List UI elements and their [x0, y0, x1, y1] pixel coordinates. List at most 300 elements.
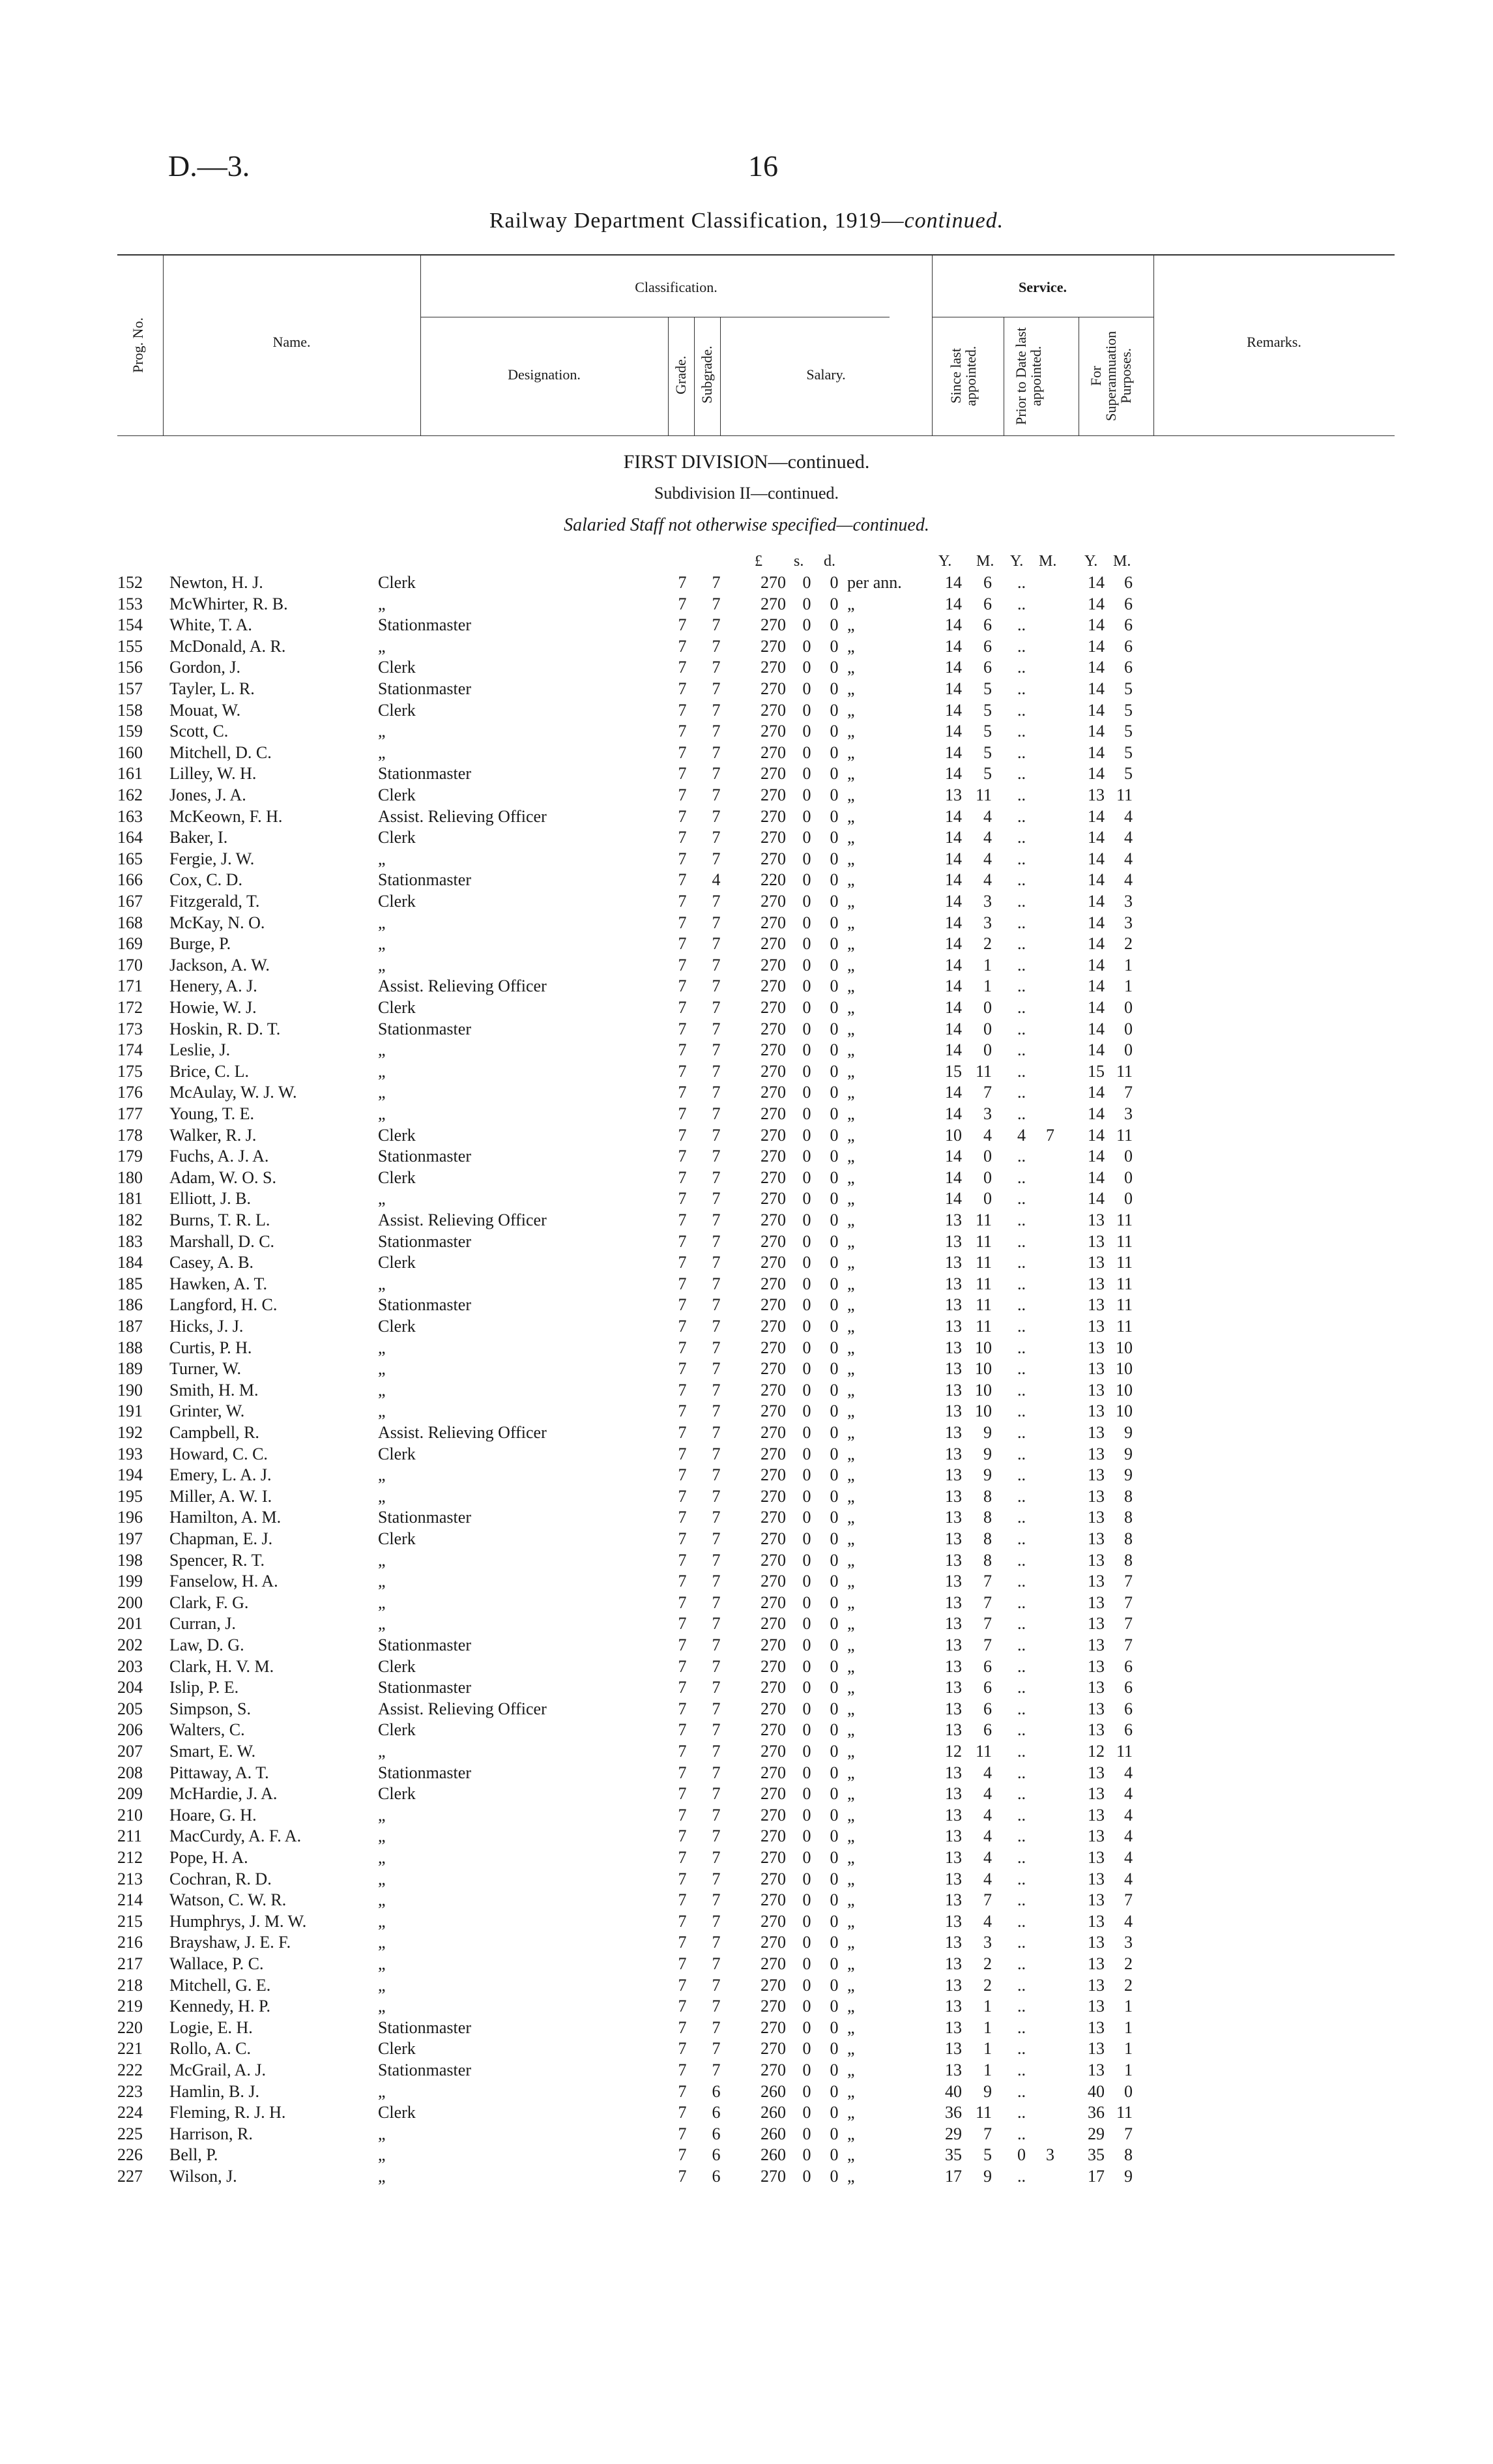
prior-years-cell: ..	[1017, 1720, 1026, 1740]
super-years-cell: 14	[1088, 742, 1105, 762]
salary-shillings-cell: 0	[802, 785, 811, 804]
col-divider	[694, 317, 695, 435]
super-months-cell: 11	[1116, 1742, 1133, 1761]
super-months-cell: 5	[1124, 700, 1133, 720]
table-row	[0, 594, 1493, 615]
table-row	[0, 700, 1493, 722]
designation-cell: Stationmaster	[378, 2061, 471, 2079]
prog-no-cell: 177	[117, 1104, 143, 1123]
subgrade-cell: 7	[712, 1019, 721, 1038]
subgrade-cell: 7	[712, 849, 721, 868]
since-months-cell: 6	[983, 1720, 992, 1740]
salary-pounds-cell: 270	[761, 1784, 786, 1804]
table-row	[0, 1486, 1493, 1508]
salary-pounds-cell: 270	[761, 1975, 786, 1995]
designation-cell: „	[378, 849, 386, 868]
table-row	[0, 1699, 1493, 1720]
super-years-cell: 14	[1088, 1125, 1105, 1145]
prior-years-cell: ..	[1017, 1635, 1026, 1654]
salary-shillings-cell: 0	[802, 1486, 811, 1506]
unit-pound: £	[755, 553, 762, 570]
super-years-cell: 14	[1088, 573, 1105, 592]
name-cell: Hamlin, B. J.	[169, 2081, 259, 2101]
salary-pounds-cell: 270	[761, 615, 786, 635]
prior-years-cell: ..	[1017, 1486, 1026, 1506]
category-heading: Salaried Staff not otherwise specified—continued.	[564, 515, 929, 535]
subgrade-cell: 7	[712, 1423, 721, 1442]
salary-shillings-cell: 0	[802, 1763, 811, 1782]
since-months-cell: 5	[983, 722, 992, 741]
grade-cell: 7	[678, 1572, 687, 1591]
super-months-cell: 6	[1124, 615, 1133, 635]
salary-pence-cell: 0	[830, 1423, 839, 1442]
name-cell: Gordon, J.	[169, 658, 241, 677]
table-row	[0, 827, 1493, 849]
table-row	[0, 1061, 1493, 1083]
prior-years-cell: ..	[1017, 1444, 1026, 1463]
prior-years-cell: ..	[1017, 1359, 1026, 1379]
since-months-cell: 0	[983, 1040, 992, 1060]
super-years-cell: 14	[1088, 722, 1105, 741]
grade-cell: 7	[678, 1975, 687, 1995]
since-years-cell: 13	[945, 1210, 962, 1229]
super-years-cell: 35	[1088, 2145, 1105, 2165]
prog-no-cell: 162	[117, 785, 143, 804]
since-years-cell: 13	[945, 1954, 962, 1973]
since-years-cell: 14	[945, 934, 962, 954]
grade-cell: 7	[678, 1614, 687, 1634]
prog-no-cell: 166	[117, 870, 143, 890]
designation-cell: Clerk	[378, 1656, 416, 1676]
salary-pence-cell: 0	[830, 2145, 839, 2165]
salary-pounds-cell: 270	[761, 1019, 786, 1038]
name-cell: Curtis, P. H.	[169, 1338, 252, 1357]
super-years-cell: 14	[1088, 828, 1105, 847]
super-months-cell: 0	[1124, 1147, 1133, 1166]
salary-pence-cell: 0	[830, 1040, 839, 1060]
salary-pence-cell: 0	[830, 1805, 839, 1825]
grade-cell: 7	[678, 1486, 687, 1506]
prog-no-cell: 152	[117, 573, 143, 592]
since-months-cell: 6	[983, 573, 992, 592]
subgrade-cell: 7	[712, 742, 721, 762]
name-cell: Smith, H. M.	[169, 1380, 259, 1400]
per-annum-cell: „	[847, 764, 855, 784]
designation-cell: Assist. Relieving Officer	[378, 1423, 547, 1442]
per-annum-cell: „	[847, 1061, 855, 1081]
salary-pounds-cell: 270	[761, 1890, 786, 1910]
prog-no-cell: 207	[117, 1742, 143, 1761]
salary-pence-cell: 0	[830, 722, 839, 741]
salary-pence-cell: 0	[830, 1933, 839, 1952]
super-years-cell: 17	[1088, 2167, 1105, 2186]
since-months-cell: 11	[975, 2103, 992, 2122]
table-row	[0, 1444, 1493, 1465]
subgrade-cell: 7	[712, 1975, 721, 1995]
since-months-cell: 6	[983, 1678, 992, 1697]
table-row	[0, 1656, 1493, 1678]
super-years-cell: 14	[1088, 806, 1105, 826]
grade-cell: 7	[678, 1423, 687, 1442]
since-months-cell: 4	[983, 1911, 992, 1931]
salary-pounds-cell: 270	[761, 1317, 786, 1336]
since-months-cell: 11	[975, 1742, 992, 1761]
prior-years-cell: ..	[1017, 1274, 1026, 1293]
table-row	[0, 933, 1493, 955]
prior-years-cell: ..	[1017, 1678, 1026, 1697]
salary-shillings-cell: 0	[802, 1253, 811, 1272]
prior-years-cell: ..	[1017, 1529, 1026, 1548]
super-years-cell: 13	[1088, 1911, 1105, 1931]
prog-no-cell: 196	[117, 1508, 143, 1527]
salary-shillings-cell: 0	[802, 1911, 811, 1931]
designation-cell: Clerk	[378, 1444, 416, 1463]
unit-shillings: s.	[794, 553, 804, 570]
designation-cell: Clerk	[378, 1720, 416, 1740]
super-months-cell: 7	[1124, 2124, 1133, 2143]
salary-shillings-cell: 0	[802, 1508, 811, 1527]
prog-no-cell: 156	[117, 658, 143, 677]
name-cell: Mitchell, G. E.	[169, 1975, 271, 1995]
subgrade-cell: 7	[712, 892, 721, 911]
super-years-cell: 15	[1088, 1061, 1105, 1081]
super-years-cell: 14	[1088, 700, 1105, 720]
salary-shillings-cell: 0	[802, 955, 811, 975]
per-annum-cell: „	[847, 2167, 855, 2186]
per-annum-cell: „	[847, 1359, 855, 1379]
super-months-cell: 2	[1124, 934, 1133, 954]
prog-no-cell: 163	[117, 806, 143, 826]
grade-cell: 7	[678, 1550, 687, 1570]
salary-pounds-cell: 270	[761, 849, 786, 868]
prior-years-cell: ..	[1017, 1083, 1026, 1102]
salary-pence-cell: 0	[830, 1210, 839, 1229]
super-months-cell: 0	[1124, 1019, 1133, 1038]
prior-years-cell: ..	[1017, 742, 1026, 762]
col-header-remarks: Remarks.	[1247, 334, 1301, 350]
per-annum-cell: „	[847, 1826, 855, 1846]
grade-cell: 7	[678, 2145, 687, 2165]
salary-shillings-cell: 0	[802, 1444, 811, 1463]
salary-shillings-cell: 0	[802, 1656, 811, 1676]
table-row	[0, 785, 1493, 806]
since-years-cell: 14	[945, 1040, 962, 1060]
prog-no-cell: 165	[117, 849, 143, 868]
since-years-cell: 13	[945, 1784, 962, 1804]
super-months-cell: 4	[1124, 1784, 1133, 1804]
unit-super-months: M.	[1113, 553, 1131, 570]
prog-no-cell: 153	[117, 594, 143, 613]
name-cell: McHardie, J. A.	[169, 1784, 278, 1804]
salary-shillings-cell: 0	[802, 636, 811, 656]
prior-years-cell: ..	[1017, 636, 1026, 656]
salary-pence-cell: 0	[830, 998, 839, 1017]
super-years-cell: 13	[1088, 1592, 1105, 1612]
salary-pounds-cell: 270	[761, 934, 786, 954]
prior-years-cell: ..	[1017, 1890, 1026, 1910]
subgrade-cell: 7	[712, 658, 721, 677]
salary-shillings-cell: 0	[802, 594, 811, 613]
prior-years-cell: ..	[1017, 1742, 1026, 1761]
per-annum-cell: „	[847, 976, 855, 996]
super-months-cell: 9	[1124, 2167, 1133, 2186]
super-months-cell: 11	[1116, 2103, 1133, 2122]
grade-cell: 7	[678, 1529, 687, 1548]
name-cell: Wilson, J.	[169, 2167, 237, 2186]
designation-cell: „	[378, 1550, 386, 1570]
salary-pounds-cell: 270	[761, 1869, 786, 1888]
since-years-cell: 13	[945, 1231, 962, 1251]
table-row	[0, 1550, 1493, 1572]
table-row	[0, 1188, 1493, 1210]
per-annum-cell: „	[847, 1550, 855, 1570]
since-months-cell: 10	[975, 1338, 992, 1357]
salary-pounds-cell: 270	[761, 636, 786, 656]
table-row	[0, 955, 1493, 976]
designation-cell: Clerk	[378, 2103, 416, 2122]
salary-pence-cell: 0	[830, 1253, 839, 1272]
designation-cell: Assist. Relieving Officer	[378, 806, 547, 826]
since-months-cell: 11	[975, 1274, 992, 1293]
designation-cell: Stationmaster	[378, 1508, 471, 1527]
salary-pounds-cell: 270	[761, 1359, 786, 1379]
since-years-cell: 13	[945, 1572, 962, 1591]
subgrade-cell: 7	[712, 1508, 721, 1527]
super-months-cell: 4	[1124, 828, 1133, 847]
super-years-cell: 13	[1088, 1401, 1105, 1421]
subdivision-heading: Subdivision II—continued.	[654, 484, 839, 503]
name-cell: Baker, I.	[169, 828, 228, 847]
per-annum-cell: „	[847, 679, 855, 698]
salary-pounds-cell: 270	[761, 1423, 786, 1442]
since-years-cell: 14	[945, 1083, 962, 1102]
since-years-cell: 13	[945, 1423, 962, 1442]
super-years-cell: 13	[1088, 1465, 1105, 1485]
salary-shillings-cell: 0	[802, 913, 811, 932]
super-months-cell: 1	[1124, 976, 1133, 996]
prior-years-cell: ..	[1017, 1699, 1026, 1718]
salary-pounds-cell: 270	[761, 2017, 786, 2037]
prog-no-cell: 225	[117, 2124, 143, 2143]
table-row	[0, 1104, 1493, 1125]
per-annum-cell: „	[847, 1869, 855, 1888]
salary-pounds-cell: 270	[761, 1720, 786, 1740]
salary-pounds-cell: 270	[761, 1125, 786, 1145]
per-annum-cell: „	[847, 892, 855, 911]
since-years-cell: 14	[945, 1147, 962, 1166]
since-years-cell: 13	[945, 1592, 962, 1612]
table-row	[0, 1082, 1493, 1104]
salary-pounds-cell: 270	[761, 1210, 786, 1229]
grade-cell: 7	[678, 1189, 687, 1209]
salary-shillings-cell: 0	[802, 2039, 811, 2059]
subgrade-cell: 7	[712, 1465, 721, 1485]
table-row	[0, 806, 1493, 828]
grade-cell: 7	[678, 742, 687, 762]
name-cell: Newton, H. J.	[169, 573, 263, 592]
per-annum-cell: „	[847, 1763, 855, 1782]
salary-shillings-cell: 0	[802, 1104, 811, 1123]
since-years-cell: 14	[945, 1189, 962, 1209]
grade-cell: 7	[678, 1997, 687, 2016]
name-cell: Tayler, L. R.	[169, 679, 255, 698]
salary-pence-cell: 0	[830, 976, 839, 996]
name-cell: White, T. A.	[169, 615, 252, 635]
super-years-cell: 13	[1088, 1848, 1105, 1867]
salary-pence-cell: 0	[830, 1614, 839, 1634]
salary-pounds-cell: 270	[761, 1147, 786, 1166]
subgrade-cell: 6	[712, 2167, 721, 2186]
since-months-cell: 0	[983, 998, 992, 1017]
salary-pence-cell: 0	[830, 1359, 839, 1379]
super-years-cell: 13	[1088, 1784, 1105, 1804]
designation-cell: „	[378, 1465, 386, 1485]
division-heading: FIRST DIVISION—continued.	[623, 451, 870, 473]
super-months-cell: 11	[1116, 1125, 1133, 1145]
super-months-cell: 7	[1124, 1572, 1133, 1591]
since-years-cell: 13	[945, 1444, 962, 1463]
per-annum-cell: „	[847, 1508, 855, 1527]
name-cell: Howie, W. J.	[169, 998, 257, 1017]
salary-pence-cell: 0	[830, 658, 839, 677]
since-years-cell: 14	[945, 636, 962, 656]
name-cell: Watson, C. W. R.	[169, 1890, 287, 1910]
salary-pounds-cell: 270	[761, 1848, 786, 1867]
grade-cell: 7	[678, 2124, 687, 2143]
salary-shillings-cell: 0	[802, 1189, 811, 1209]
prog-no-cell: 209	[117, 1784, 143, 1804]
super-years-cell: 12	[1088, 1742, 1105, 1761]
prior-years-cell: ..	[1017, 1189, 1026, 1209]
salary-pounds-cell: 270	[761, 892, 786, 911]
super-years-cell: 13	[1088, 2017, 1105, 2037]
super-years-cell: 14	[1088, 658, 1105, 677]
salary-shillings-cell: 0	[802, 849, 811, 868]
per-annum-cell: „	[847, 1635, 855, 1654]
salary-pounds-cell: 270	[761, 1274, 786, 1293]
name-cell: Hicks, J. J.	[169, 1317, 244, 1336]
prog-no-cell: 201	[117, 1614, 143, 1634]
since-years-cell: 13	[945, 1486, 962, 1506]
table-row	[0, 1529, 1493, 1550]
per-annum-cell: „	[847, 1401, 855, 1421]
per-annum-cell: „	[847, 1231, 855, 1251]
since-years-cell: 14	[945, 913, 962, 932]
salary-pence-cell: 0	[830, 1742, 839, 1761]
subgrade-cell: 6	[712, 2103, 721, 2122]
super-months-cell: 8	[1124, 2145, 1133, 2165]
salary-pounds-cell: 270	[761, 1742, 786, 1761]
table-row	[0, 1040, 1493, 1061]
salary-pounds-cell: 270	[761, 1572, 786, 1591]
salary-pence-cell: 0	[830, 1104, 839, 1123]
designation-cell: „	[378, 1742, 386, 1761]
name-cell: Henery, A. J.	[169, 976, 257, 996]
subgrade-cell: 7	[712, 1890, 721, 1910]
subgrade-cell: 7	[712, 1826, 721, 1846]
salary-shillings-cell: 0	[802, 2017, 811, 2037]
since-years-cell: 14	[945, 955, 962, 975]
salary-shillings-cell: 0	[802, 2124, 811, 2143]
designation-cell: „	[378, 1486, 386, 1506]
since-months-cell: 1	[983, 2039, 992, 2059]
salary-pounds-cell: 270	[761, 700, 786, 720]
grade-cell: 7	[678, 1359, 687, 1379]
subgrade-cell: 7	[712, 785, 721, 804]
super-months-cell: 6	[1124, 1678, 1133, 1697]
prog-no-cell: 175	[117, 1061, 143, 1081]
subgrade-cell: 7	[712, 1061, 721, 1081]
super-months-cell: 0	[1124, 1189, 1133, 1209]
subgrade-cell: 7	[712, 1911, 721, 1931]
super-years-cell: 14	[1088, 1083, 1105, 1102]
salary-shillings-cell: 0	[802, 2167, 811, 2186]
super-years-cell: 14	[1088, 1019, 1105, 1038]
since-months-cell: 4	[983, 828, 992, 847]
salary-pounds-cell: 270	[761, 998, 786, 1017]
name-cell: Smart, E. W.	[169, 1742, 256, 1761]
per-annum-cell: „	[847, 913, 855, 932]
designation-cell: „	[378, 594, 386, 613]
salary-pence-cell: 0	[830, 785, 839, 804]
table-row	[0, 1954, 1493, 1975]
prog-no-cell: 192	[117, 1423, 143, 1442]
since-months-cell: 9	[983, 2167, 992, 2186]
per-annum-cell: „	[847, 2081, 855, 2101]
table-row	[0, 1677, 1493, 1699]
prior-years-cell: ..	[1017, 828, 1026, 847]
salary-pounds-cell: 270	[761, 1040, 786, 1060]
prog-no-cell: 214	[117, 1890, 143, 1910]
name-cell: McGrail, A. J.	[169, 2061, 267, 2079]
super-months-cell: 11	[1116, 1317, 1133, 1336]
grade-cell: 7	[678, 806, 687, 826]
title-continued: continued.	[904, 209, 1004, 233]
salary-pence-cell: 0	[830, 1890, 839, 1910]
since-years-cell: 13	[945, 2039, 962, 2059]
designation-cell: „	[378, 1911, 386, 1931]
grade-cell: 7	[678, 955, 687, 975]
grade-cell: 7	[678, 615, 687, 635]
super-months-cell: 1	[1124, 2017, 1133, 2037]
name-cell: Fleming, R. J. H.	[169, 2103, 286, 2122]
prior-years-cell: ..	[1017, 1997, 1026, 2016]
salary-pence-cell: 0	[830, 870, 839, 890]
name-cell: Langford, H. C.	[169, 1295, 278, 1315]
subgrade-cell: 7	[712, 700, 721, 720]
col-header-name: Name.	[272, 334, 311, 350]
super-years-cell: 13	[1088, 1678, 1105, 1697]
super-years-cell: 14	[1088, 955, 1105, 975]
salary-pounds-cell: 270	[761, 1231, 786, 1251]
since-months-cell: 10	[975, 1359, 992, 1379]
designation-cell: „	[378, 1997, 386, 2016]
prog-no-cell: 226	[117, 2145, 143, 2165]
since-years-cell: 14	[945, 679, 962, 698]
super-months-cell: 5	[1124, 722, 1133, 741]
since-years-cell: 10	[945, 1125, 962, 1145]
grade-cell: 7	[678, 1465, 687, 1485]
subgrade-cell: 7	[712, 998, 721, 1017]
salary-shillings-cell: 0	[802, 1061, 811, 1081]
prior-years-cell: ..	[1017, 1614, 1026, 1634]
subgrade-cell: 7	[712, 1763, 721, 1782]
salary-shillings-cell: 0	[802, 1997, 811, 2016]
grade-cell: 7	[678, 1592, 687, 1612]
super-months-cell: 3	[1124, 1104, 1133, 1123]
name-cell: Adam, W. O. S.	[169, 1167, 276, 1187]
per-annum-cell: „	[847, 1486, 855, 1506]
